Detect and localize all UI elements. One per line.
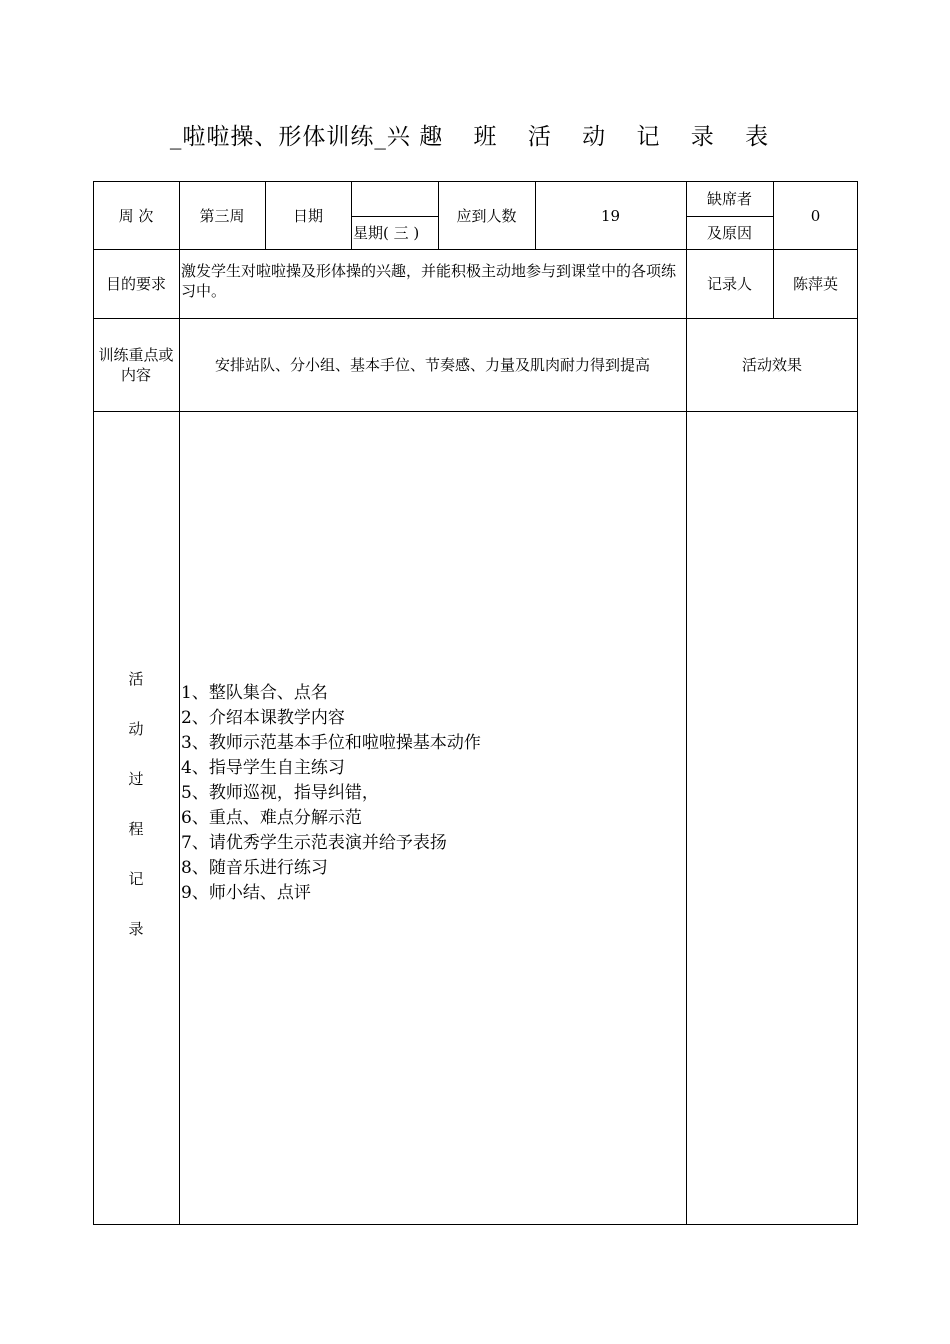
record-label-char: 动 [128,720,144,738]
list-item: 6、重点、难点分解示范 [181,808,362,828]
absent-value: 0 [810,206,821,225]
effect-value [686,411,858,1224]
activity-record-table [93,181,858,1224]
expected-count-label: 应到人数 [456,206,517,225]
purpose-value: 激发学生对啦啦操及形体操的兴趣，并能积极主动地参与到课堂中的各项练习中。 [181,262,677,300]
list-item: 9、师小结、点评 [181,883,311,903]
process-steps-list [181,681,481,906]
weekday-value: 星期( 三 ) [353,224,420,242]
record-label [93,669,179,969]
list-item: 4、指导学生自主练习 [181,758,345,778]
title-suffix: 趣 班 活 动 记 录 表 [419,124,781,150]
title-prefix: _啦啦操、形体训练_兴 [169,124,411,150]
record-label-char: 活 [128,670,144,688]
record-label-char: 过 [128,770,144,788]
record-label-char: 程 [128,820,144,838]
list-item: 7、请优秀学生示范表演并给予表扬 [181,833,447,853]
date-label: 日期 [292,206,323,225]
absent-label-line1: 缺席者 [706,189,752,208]
page-title [0,118,950,151]
purpose-label: 目的要求 [105,275,166,293]
effect-label: 活动效果 [741,356,802,374]
week-label: 周 次 [118,206,154,225]
date-value [351,181,438,216]
list-item: 8、随音乐进行练习 [181,858,328,878]
focus-value: 安排站队、分小组、基本手位、节奏感、力量及肌肉耐力得到提高 [214,356,650,374]
table-border-bottom [93,1224,858,1225]
recorder-value: 陈萍英 [792,275,838,293]
list-item: 3、教师示范基本手位和啦啦操基本动作 [181,733,481,753]
recorder-label: 记录人 [706,275,752,293]
record-label-char: 记 [128,870,144,888]
list-item: 2、介绍本课教学内容 [181,708,345,728]
record-label-char: 录 [128,920,144,938]
week-value: 第三周 [199,206,245,225]
expected-count-value: 19 [600,206,621,225]
list-item: 1、整队集合、点名 [181,683,328,703]
absent-label-line2: 及原因 [706,224,752,242]
list-item: 5、教师巡视，指导纠错， [181,783,379,803]
focus-label: 训练重点或内容 [98,346,174,384]
